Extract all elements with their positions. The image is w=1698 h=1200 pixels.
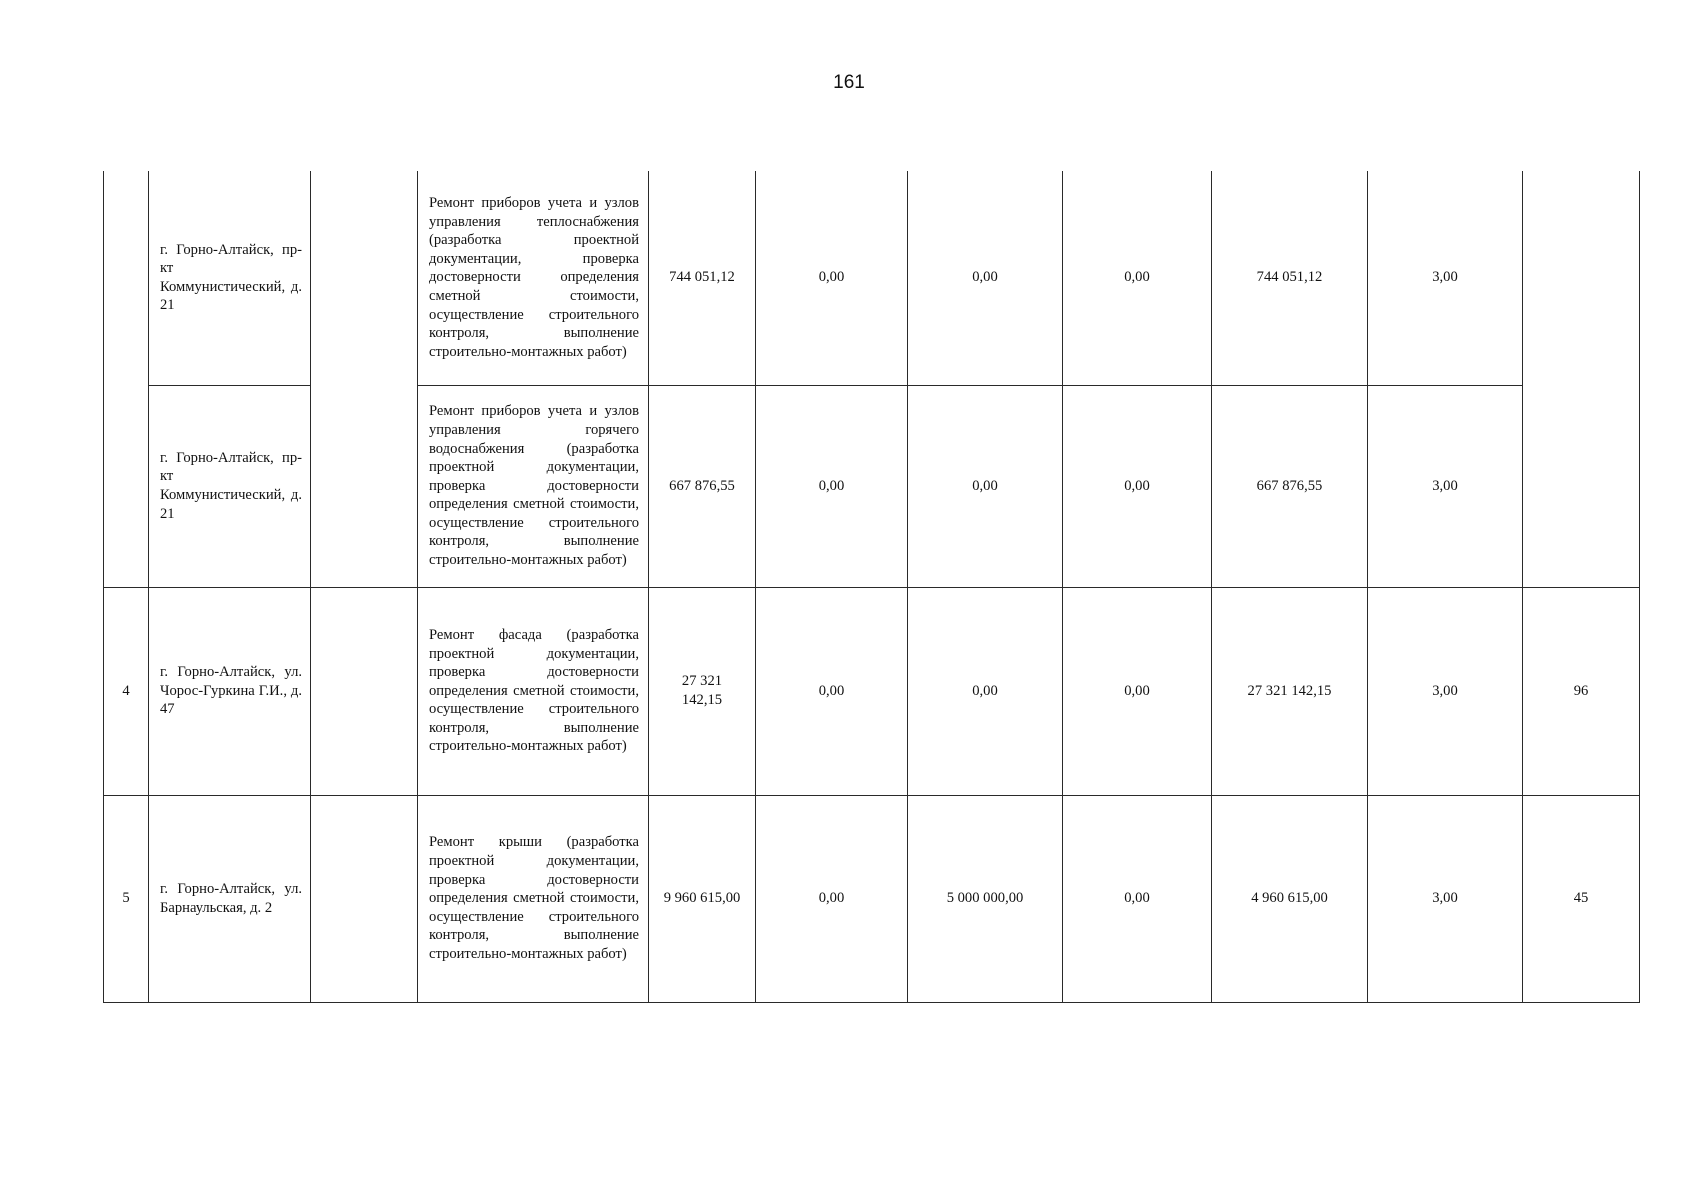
value-cell-1: 0,00	[756, 171, 908, 385]
last-column-cell: 96	[1523, 587, 1640, 795]
value-cell-1: 0,00	[756, 795, 908, 1002]
work-description-text: Ремонт приборов учета и узлов управления горячего водоснабжения (разработка проектной документации, проверка достоверности определения сметной стоимости, осуществление строительного контроля, выполнение строительно-монтажных работ)	[429, 403, 639, 569]
value-cell-4: 4 960 615,00	[1212, 795, 1368, 1002]
value-cell-5: 3,00	[1368, 171, 1523, 385]
value-cell-3: 0,00	[1063, 795, 1212, 1002]
address-text: г. Горно-Алтайск, пр-кт Коммунистический, д. 21	[160, 449, 302, 522]
empty-cell	[311, 795, 418, 1002]
address-text: г. Горно-Алтайск, ул. Чорос-Гуркина Г.И., д. 47	[160, 664, 302, 718]
value-cell-2: 0,00	[908, 171, 1063, 385]
value-cell-5: 3,00	[1368, 587, 1523, 795]
row-number-cell: 4	[104, 587, 149, 795]
value-cell-5: 3,00	[1368, 795, 1523, 1002]
work-description-cell	[418, 587, 649, 795]
repair-works-table	[103, 171, 1640, 1003]
work-description-text: Ремонт фасада (разработка проектной документации, проверка достоверности определения сметной стоимости, осуществление строительного контроля, выполнение строительно-монтажных работ)	[429, 626, 639, 755]
last-column-cell	[1523, 171, 1640, 587]
table-row	[104, 795, 1640, 1002]
total-cost-text: 27 321 142,15	[681, 673, 723, 708]
row-number-cell: 5	[104, 795, 149, 1002]
work-description-text: Ремонт крыши (разработка проектной документации, проверка достоверности определения сметной стоимости, осуществление строительного контроля, выполнение строительно-монтажных работ)	[429, 834, 639, 962]
value-cell-2: 0,00	[908, 587, 1063, 795]
value-cell-3: 0,00	[1063, 171, 1212, 385]
work-description-cell	[418, 171, 649, 385]
value-cell-1: 0,00	[756, 385, 908, 587]
work-description-cell	[418, 795, 649, 1002]
address-text: г. Горно-Алтайск, ул. Барнаульская, д. 2	[160, 880, 302, 916]
value-cell-4: 667 876,55	[1212, 385, 1368, 587]
work-description-cell	[418, 385, 649, 587]
table-row	[104, 587, 1640, 795]
empty-cell	[311, 171, 418, 587]
address-cell	[149, 171, 311, 385]
table-row	[104, 171, 1640, 385]
value-cell-4: 744 051,12	[1212, 171, 1368, 385]
address-text: г. Горно-Алтайск, пр-кт Коммунистический, д. 21	[160, 241, 302, 314]
value-cell-1: 0,00	[756, 587, 908, 795]
value-cell-2: 5 000 000,00	[908, 795, 1063, 1002]
value-cell-3: 0,00	[1063, 587, 1212, 795]
address-cell	[149, 385, 311, 587]
value-cell-2: 0,00	[908, 385, 1063, 587]
work-description-text: Ремонт приборов учета и узлов управления теплоснабжения (разработка проектной документации, проверка достоверности определения сметной стоимости, осуществление строительного контроля, выполнение строительно-монтажных работ)	[429, 195, 639, 360]
total-cost-cell: 744 051,12	[649, 171, 756, 385]
value-cell-3: 0,00	[1063, 385, 1212, 587]
empty-cell	[311, 587, 418, 795]
value-cell-5: 3,00	[1368, 385, 1523, 587]
address-cell	[149, 795, 311, 1002]
total-cost-cell: 9 960 615,00	[649, 795, 756, 1002]
row-number-cell	[104, 171, 149, 587]
total-cost-cell: 667 876,55	[649, 385, 756, 587]
total-cost-cell	[649, 587, 756, 795]
last-column-cell: 45	[1523, 795, 1640, 1002]
address-cell	[149, 587, 311, 795]
value-cell-4: 27 321 142,15	[1212, 587, 1368, 795]
page-number: 161	[833, 72, 865, 93]
